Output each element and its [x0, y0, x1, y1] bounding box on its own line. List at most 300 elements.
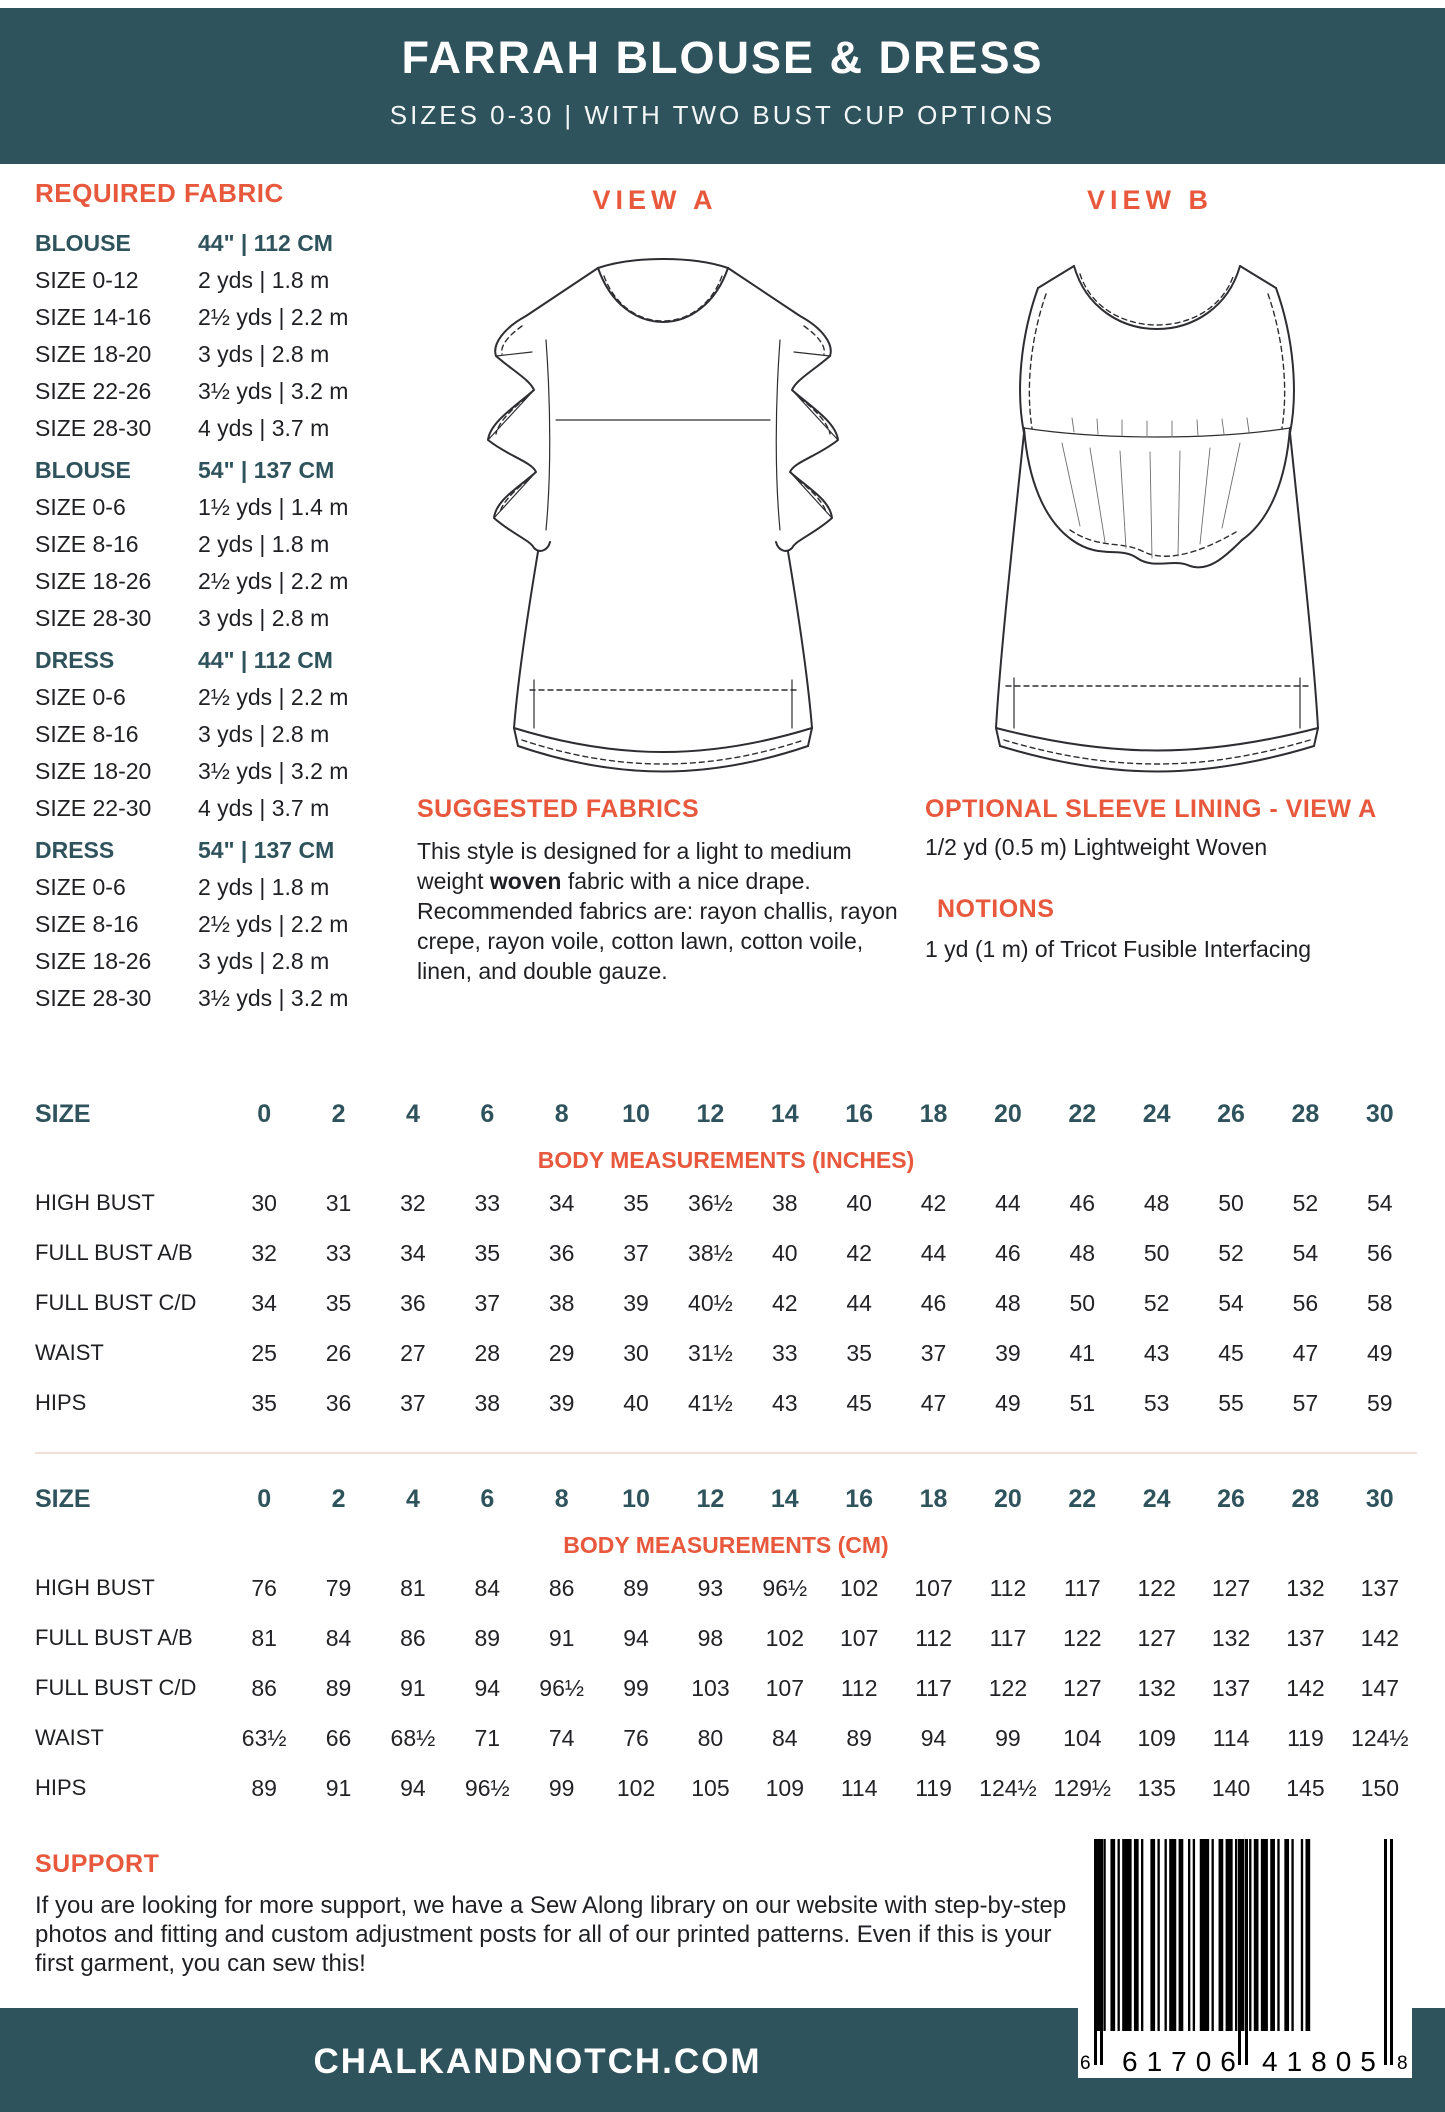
fabric-row	[35, 563, 445, 600]
measurement-value: 89	[251, 1774, 277, 1801]
measurement-value: 52	[1143, 1289, 1170, 1316]
fabric-group-header	[35, 642, 445, 679]
measurement-value: 96½	[464, 1774, 510, 1801]
barcode-digit-right: 8	[1397, 2053, 1408, 2074]
fabric-yardage: 2 yds | 1.8 m	[198, 267, 330, 293]
measurement-value: 132	[1211, 1624, 1251, 1651]
measurement-value: 145	[1286, 1774, 1325, 1801]
support-section	[35, 1850, 1070, 1978]
measurement-value: 49	[995, 1389, 1021, 1416]
measurement-value: 32	[400, 1189, 426, 1216]
measurement-value: 99	[995, 1724, 1021, 1751]
measurement-value: 29	[548, 1339, 575, 1366]
measurement-value: 99	[623, 1674, 649, 1701]
barcode-bar	[1270, 1839, 1275, 2031]
fabric-size-range: SIZE 28-30	[35, 985, 152, 1011]
measurement-value: 109	[765, 1774, 804, 1801]
measurement-value: 99	[548, 1774, 575, 1801]
measurement-value: 86	[251, 1674, 277, 1701]
notions-text: 1 yd (1 m) of Tricot Fusible Interfacing	[925, 936, 1312, 962]
measurement-value: 51	[1069, 1389, 1096, 1416]
measurement-value: 91	[400, 1674, 426, 1701]
measurement-value: 112	[840, 1674, 878, 1701]
fabric-group	[35, 642, 445, 827]
measurement-row	[35, 1328, 1417, 1378]
fabric-garment-label: DRESS	[35, 837, 115, 863]
measurement-value: 124½	[1351, 1724, 1409, 1751]
measurement-value: 96½	[539, 1674, 585, 1701]
fabric-row	[35, 679, 445, 716]
size-header-cell: 18	[919, 1484, 948, 1513]
measurement-value: 132	[1137, 1674, 1176, 1701]
measurement-value: 25	[251, 1339, 277, 1366]
measurement-value: 28	[474, 1339, 501, 1366]
fabric-size-range: SIZE 18-26	[35, 568, 152, 594]
measurement-value: 46	[995, 1239, 1021, 1266]
fabric-garment-label: DRESS	[35, 647, 115, 673]
size-header-cell: 20	[994, 1484, 1022, 1513]
measurement-value: 38	[772, 1189, 798, 1216]
fabric-row	[35, 716, 445, 753]
right-info-section	[925, 795, 1420, 963]
measurement-value: 89	[474, 1624, 501, 1651]
size-header-cell: 20	[994, 1099, 1022, 1128]
page-title: FARRAH BLOUSE & DRESS	[401, 32, 1044, 83]
measurement-value: 37	[400, 1389, 426, 1416]
measurement-value: 142	[1286, 1674, 1325, 1701]
fabric-yardage: 3 yds | 2.8 m	[198, 948, 330, 974]
fabric-group	[35, 452, 445, 637]
measurement-label: FULL BUST C/D	[35, 1675, 197, 1700]
measurement-value: 36	[548, 1239, 575, 1266]
barcode-bar	[1219, 1839, 1224, 2031]
size-header-cell: 2	[331, 1484, 346, 1513]
measurement-value: 94	[920, 1724, 947, 1751]
barcode-bar	[1094, 1839, 1097, 2065]
fabric-size-range: SIZE 8-16	[35, 721, 139, 747]
measurement-value: 137	[1286, 1624, 1325, 1651]
barcode	[1078, 1833, 1412, 2078]
measurement-value: 107	[840, 1624, 879, 1651]
measurement-value: 80	[697, 1724, 724, 1751]
measurement-value: 38	[548, 1289, 575, 1316]
measurement-value: 79	[325, 1574, 352, 1601]
fabric-row	[35, 262, 445, 299]
measurement-value: 102	[765, 1624, 804, 1651]
measurement-value: 122	[1137, 1574, 1176, 1601]
measurement-value: 137	[1360, 1574, 1399, 1601]
measurement-value: 54	[1367, 1189, 1393, 1216]
fabric-group-header	[35, 225, 445, 262]
barcode-bar	[1226, 1839, 1233, 2031]
measurement-value: 105	[691, 1774, 730, 1801]
measurement-value: 86	[548, 1574, 575, 1601]
measurement-row	[35, 1713, 1417, 1763]
measurement-value: 31½	[688, 1339, 733, 1366]
size-header-label: SIZE	[35, 1484, 91, 1513]
barcode-bar	[1134, 1839, 1139, 2031]
barcode-bar	[1390, 1839, 1393, 2065]
measurement-value: 35	[474, 1239, 501, 1266]
measurement-value: 33	[772, 1339, 798, 1366]
measurement-value: 135	[1137, 1774, 1176, 1801]
sleeve-lining-heading: OPTIONAL SLEEVE LINING - VIEW A	[925, 795, 1377, 823]
barcode-bar	[1384, 1839, 1387, 2065]
fabric-row	[35, 299, 445, 336]
size-header-cell: 4	[405, 1099, 420, 1128]
view-a-illustration	[438, 228, 888, 798]
measurement-row	[35, 1228, 1417, 1278]
fabric-yardage: 3½ yds | 3.2 m	[198, 378, 349, 404]
measurement-value: 54	[1218, 1289, 1244, 1316]
fabric-yardage: 3½ yds | 3.2 m	[198, 985, 349, 1011]
size-header-cell: 4	[405, 1484, 420, 1513]
measurement-row	[35, 1763, 1417, 1813]
fabric-width-label: 54" | 137 CM	[198, 457, 335, 483]
barcode-bar	[1118, 1839, 1120, 2031]
barcode-bar	[1110, 1839, 1115, 2031]
suggested-bold-word: woven	[489, 868, 562, 894]
size-header-cell: 24	[1142, 1099, 1171, 1128]
fabric-width-label: 54" | 137 CM	[198, 837, 335, 863]
measurement-value: 81	[251, 1624, 277, 1651]
measurement-value: 47	[1292, 1339, 1319, 1366]
measurement-value: 35	[846, 1339, 872, 1366]
measurement-value: 42	[920, 1189, 947, 1216]
measurement-value: 63½	[241, 1724, 287, 1751]
measurement-value: 43	[1143, 1339, 1170, 1366]
barcode-bar	[1165, 1839, 1167, 2031]
fabric-row	[35, 869, 445, 906]
measurement-value: 39	[995, 1339, 1021, 1366]
view-b-illustration	[922, 228, 1392, 798]
measurement-value: 48	[1143, 1189, 1170, 1216]
sleeve-lining-text: 1/2 yd (0.5 m) Lightweight Woven	[925, 834, 1268, 860]
support-heading: SUPPORT	[35, 1850, 160, 1878]
fabric-width-label: 44" | 112 CM	[198, 230, 333, 256]
measurement-value: 76	[251, 1574, 277, 1601]
measurement-value: 40	[846, 1189, 872, 1216]
fabric-yardage: 2½ yds | 2.2 m	[198, 911, 349, 937]
measurement-value: 42	[772, 1289, 798, 1316]
size-header-cell: 8	[554, 1484, 569, 1513]
view-b-heading: VIEW B	[1086, 185, 1213, 215]
size-header-cell: 24	[1142, 1484, 1171, 1513]
measurement-value: 114	[840, 1774, 878, 1801]
size-table	[35, 1478, 1417, 1813]
barcode-bar	[1150, 1839, 1155, 2031]
fabric-yardage: 2½ yds | 2.2 m	[198, 304, 349, 330]
measurement-label: HIGH BUST	[35, 1190, 155, 1215]
measurement-value: 46	[920, 1289, 947, 1316]
measurement-value: 150	[1360, 1774, 1399, 1801]
barcode-bar	[1291, 1839, 1293, 2031]
measurement-value: 89	[846, 1724, 872, 1751]
fabric-yardage: 2½ yds | 2.2 m	[198, 684, 349, 710]
measurement-value: 117	[989, 1624, 1027, 1651]
fabric-row	[35, 373, 445, 410]
measurements-subheading: BODY MEASUREMENTS (CM)	[563, 1532, 889, 1558]
fabric-group	[35, 832, 445, 1017]
fabric-yardage: 2 yds | 1.8 m	[198, 531, 330, 557]
measurement-value: 86	[400, 1624, 426, 1651]
measurement-value: 89	[623, 1574, 649, 1601]
barcode-bar	[1169, 1839, 1176, 2031]
fabric-groups	[35, 225, 445, 1017]
size-header-cell: 22	[1068, 1099, 1097, 1128]
required-fabric-heading: REQUIRED FABRIC	[35, 178, 284, 208]
measurement-value: 32	[251, 1239, 277, 1266]
fabric-size-range: SIZE 18-20	[35, 341, 152, 367]
measurement-value: 107	[765, 1674, 804, 1701]
fabric-size-range: SIZE 18-26	[35, 948, 152, 974]
barcode-bar	[1100, 1839, 1103, 2065]
measurement-value: 34	[251, 1289, 277, 1316]
measurement-value: 56	[1292, 1289, 1319, 1316]
fabric-group-header	[35, 832, 445, 869]
notions-heading: NOTIONS	[937, 895, 1055, 923]
size-header-cell: 10	[622, 1484, 650, 1513]
measurement-value: 81	[400, 1574, 426, 1601]
measurement-value: 42	[846, 1239, 872, 1266]
measurement-value: 41½	[688, 1389, 733, 1416]
measurement-value: 26	[325, 1339, 352, 1366]
measurement-value: 45	[846, 1389, 872, 1416]
measurement-value: 56	[1367, 1239, 1393, 1266]
size-header-cell: 16	[845, 1099, 874, 1128]
measurement-value: 57	[1292, 1389, 1319, 1416]
size-header-cell: 2	[331, 1099, 346, 1128]
barcode-bar	[1188, 1839, 1190, 2031]
suggested-fabrics-text	[417, 836, 922, 986]
measurement-value: 30	[623, 1339, 649, 1366]
suggested-text-before: This style is designed for a light to medium weight	[417, 838, 852, 894]
measurement-value: 48	[995, 1289, 1021, 1316]
fabric-size-range: SIZE 0-12	[35, 267, 139, 293]
measurement-value: 34	[400, 1239, 426, 1266]
measurement-row	[35, 1563, 1417, 1613]
size-header-cell: 6	[480, 1484, 495, 1513]
measurement-value: 84	[325, 1624, 352, 1651]
barcode-bar	[1235, 1839, 1237, 2031]
measurement-value: 93	[697, 1574, 724, 1601]
measurement-value: 109	[1137, 1724, 1176, 1751]
fabric-yardage: 4 yds | 3.7 m	[198, 795, 330, 821]
fabric-size-range: SIZE 0-6	[35, 494, 126, 520]
measurements-subheading: BODY MEASUREMENTS (INCHES)	[537, 1147, 915, 1173]
measurement-value: 53	[1143, 1389, 1170, 1416]
fabric-row	[35, 790, 445, 827]
measurement-value: 40½	[688, 1289, 733, 1316]
barcode-digit-left: 6	[1080, 2053, 1091, 2074]
measurement-row	[35, 1378, 1417, 1428]
measurement-value: 98	[697, 1624, 724, 1651]
table-divider	[35, 1452, 1417, 1454]
size-header-row	[35, 1478, 1417, 1520]
fabric-size-range: SIZE 22-26	[35, 378, 152, 404]
fabric-size-range: SIZE 0-6	[35, 684, 126, 710]
measurement-value: 37	[623, 1239, 649, 1266]
fabric-garment-label: BLOUSE	[35, 457, 131, 483]
size-header-cell: 22	[1068, 1484, 1097, 1513]
fabric-group-header	[35, 452, 445, 489]
measurement-value: 71	[474, 1724, 501, 1751]
measurement-value: 38½	[688, 1239, 733, 1266]
measurement-value: 112	[915, 1624, 952, 1651]
measurement-value: 68½	[390, 1724, 436, 1751]
measurement-value: 39	[623, 1289, 649, 1316]
measurement-value: 94	[400, 1774, 426, 1801]
size-header-cell: 0	[257, 1099, 272, 1128]
measurement-value: 94	[623, 1624, 649, 1651]
measurement-value: 52	[1218, 1239, 1244, 1266]
fabric-row	[35, 753, 445, 790]
measurement-value: 112	[989, 1574, 1027, 1601]
barcode-digit-group2: 41805	[1262, 2046, 1385, 2077]
size-header-cell: 28	[1291, 1099, 1320, 1128]
size-header-cell: 16	[845, 1484, 874, 1513]
support-text: If you are looking for more support, we have a Sew Along library on our website with step-by-step photos and fitting and custom adjustment posts for all of our printed patterns. Even if this is your first garment, you can sew this!	[35, 1892, 1067, 1977]
size-tables	[35, 1093, 1417, 1813]
fabric-row	[35, 943, 445, 980]
barcode-bar	[1301, 1839, 1303, 2031]
size-header-cell: 12	[696, 1099, 725, 1128]
measurement-value: 117	[1063, 1574, 1101, 1601]
size-header-cell: 30	[1365, 1484, 1394, 1513]
fabric-size-range: SIZE 14-16	[35, 304, 152, 330]
barcode-bar	[1238, 1839, 1241, 2065]
measurement-value: 36	[400, 1289, 426, 1316]
measurement-value: 31	[325, 1189, 352, 1216]
measurement-row	[35, 1663, 1417, 1713]
fabric-yardage: 3 yds | 2.8 m	[198, 341, 330, 367]
suggested-fabrics-section	[417, 795, 922, 986]
measurement-value: 129½	[1053, 1774, 1112, 1801]
barcode-bar	[1200, 1839, 1209, 2031]
fabric-size-range: SIZE 0-6	[35, 874, 126, 900]
measurement-value: 117	[915, 1674, 952, 1701]
size-header-cell: 18	[919, 1099, 948, 1128]
measurement-value: 36½	[688, 1189, 733, 1216]
measurement-value: 34	[548, 1189, 575, 1216]
fabric-size-range: SIZE 22-30	[35, 795, 152, 821]
fabric-size-range: SIZE 8-16	[35, 531, 139, 557]
fabric-row	[35, 906, 445, 943]
size-header-cell: 8	[554, 1099, 569, 1128]
measurement-value: 50	[1069, 1289, 1096, 1316]
barcode-bar	[1179, 1839, 1184, 2031]
barcode-bar	[1306, 1839, 1311, 2031]
measurement-row	[35, 1178, 1417, 1228]
measurement-value: 66	[325, 1724, 352, 1751]
measurement-value: 59	[1367, 1389, 1393, 1416]
measurement-value: 37	[920, 1339, 947, 1366]
measurement-value: 49	[1367, 1339, 1393, 1366]
fabric-width-label: 44" | 112 CM	[198, 647, 333, 673]
size-header-cell: 0	[257, 1484, 272, 1513]
measurement-value: 33	[474, 1189, 501, 1216]
fabric-yardage: 4 yds | 3.7 m	[198, 415, 330, 441]
measurement-value: 89	[325, 1674, 352, 1701]
size-header-cell: 10	[622, 1099, 650, 1128]
measurement-value: 140	[1211, 1774, 1251, 1801]
measurement-value: 127	[1211, 1574, 1251, 1601]
measurement-value: 40	[772, 1239, 798, 1266]
page-subtitle: SIZES 0-30 | WITH TWO BUST CUP OPTIONS	[389, 100, 1056, 130]
size-header-label: SIZE	[35, 1099, 91, 1128]
fabric-row	[35, 526, 445, 563]
size-header-cell: 14	[770, 1099, 799, 1128]
measurement-value: 54	[1292, 1239, 1319, 1266]
measurement-label: FULL BUST A/B	[35, 1240, 193, 1265]
measurement-value: 94	[474, 1674, 501, 1701]
measurement-value: 35	[623, 1189, 649, 1216]
measurement-label: HIPS	[35, 1390, 87, 1415]
measurement-value: 36	[325, 1389, 352, 1416]
size-header-cell: 30	[1365, 1099, 1394, 1128]
measurement-value: 107	[914, 1574, 953, 1601]
measurement-value: 96½	[762, 1574, 808, 1601]
size-table	[35, 1093, 1417, 1428]
fabric-row	[35, 410, 445, 447]
measurement-row	[35, 1613, 1417, 1663]
barcode-digit-group1: 61706	[1122, 2046, 1245, 2077]
fabric-yardage: 3 yds | 2.8 m	[198, 605, 330, 631]
measurement-value: 127	[1137, 1624, 1176, 1651]
measurement-label: HIGH BUST	[35, 1575, 155, 1600]
size-header-row	[35, 1093, 1417, 1135]
fabric-yardage: 1½ yds | 1.4 m	[198, 494, 349, 520]
barcode-bar	[1249, 1839, 1251, 2031]
barcode-bar	[1277, 1839, 1279, 2031]
measurement-value: 44	[995, 1189, 1021, 1216]
fabric-row	[35, 489, 445, 526]
barcode-bar	[1212, 1839, 1214, 2031]
measurement-value: 37	[474, 1289, 501, 1316]
measurement-value: 55	[1218, 1389, 1244, 1416]
measurement-value: 44	[846, 1289, 872, 1316]
barcode-graphic	[1078, 1833, 1412, 2078]
measurement-value: 52	[1292, 1189, 1319, 1216]
measurement-value: 137	[1211, 1674, 1251, 1701]
size-header-cell: 26	[1217, 1484, 1245, 1513]
suggested-fabrics-heading: SUGGESTED FABRICS	[417, 795, 700, 823]
measurement-value: 84	[474, 1574, 501, 1601]
measurement-value: 47	[920, 1389, 947, 1416]
measurement-value: 122	[1063, 1624, 1102, 1651]
size-header-cell: 26	[1217, 1099, 1245, 1128]
measurement-value: 127	[1063, 1674, 1102, 1701]
fabric-row	[35, 336, 445, 373]
measurement-value: 40	[623, 1389, 649, 1416]
fabric-yardage: 3 yds | 2.8 m	[198, 721, 330, 747]
measurement-value: 50	[1143, 1239, 1170, 1266]
required-fabric-section	[35, 178, 445, 1022]
fabric-yardage: 2½ yds | 2.2 m	[198, 568, 349, 594]
barcode-bar	[1193, 1839, 1195, 2031]
measurement-value: 48	[1069, 1239, 1096, 1266]
measurement-value: 58	[1367, 1289, 1393, 1316]
measurement-value: 27	[400, 1339, 426, 1366]
barcode-bar	[1157, 1839, 1159, 2031]
fabric-row	[35, 980, 445, 1017]
fabric-row	[35, 600, 445, 637]
measurement-value: 91	[548, 1624, 575, 1651]
measurement-value: 38	[474, 1389, 501, 1416]
measurement-value: 45	[1218, 1339, 1244, 1366]
measurement-value: 43	[772, 1389, 798, 1416]
fabric-size-range: SIZE 28-30	[35, 415, 152, 441]
